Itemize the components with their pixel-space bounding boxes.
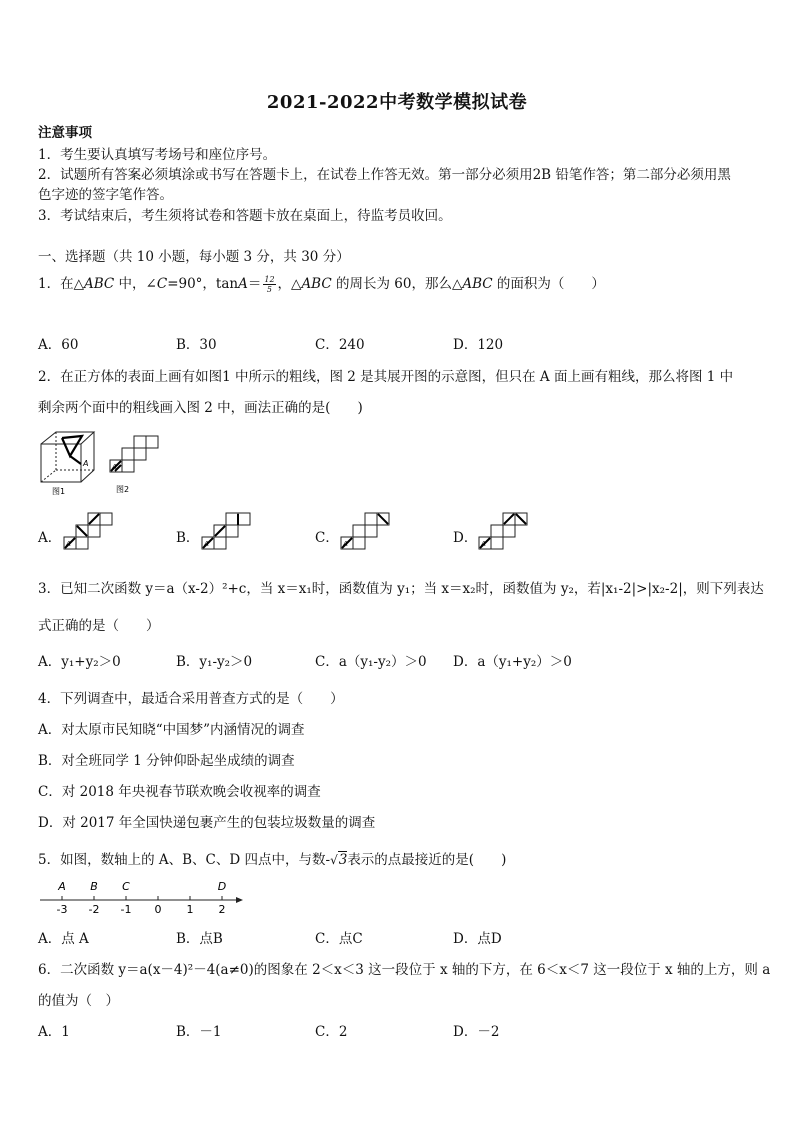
- q1-math: ABC: [83, 276, 115, 292]
- net-face-label: A: [66, 540, 71, 548]
- q1-option-c: C．240: [315, 337, 365, 353]
- q4-option-a: A．对太原市民知晓“中国梦”内涵情况的调查: [38, 722, 305, 738]
- notice-item: 2．试题所有答案必须填涂或书写在答题卡上，在试卷上作答无效。第一部分必须用2B 铅笔作答；第二部分必须用黑: [38, 167, 731, 183]
- q5-text: 表示的点最接近的是( ): [347, 852, 507, 868]
- q1-option-a: A．60: [38, 337, 79, 353]
- question-3-stem: 3．已知二次函数 y＝a（x-2）²+c，当 x＝x₁时，函数值为 y₁；当 x＝x₂时，函数值为 y₂，若|x₁-2|>|x₂-2|，则下列表达: [38, 581, 764, 597]
- q1-option-d: D．120: [453, 337, 504, 353]
- net-face-label: A: [112, 463, 117, 471]
- sqrt-radicand: 3: [338, 852, 348, 868]
- net-face-label: A: [481, 540, 486, 548]
- net-face-label: A: [343, 540, 348, 548]
- q5-option-a: A．点 A: [38, 931, 89, 947]
- axis-tick-label: 0: [154, 903, 162, 916]
- q2-option-c-label: C．: [315, 530, 339, 546]
- axis-tick-label: -3: [56, 903, 68, 916]
- axis-point-label: C: [122, 880, 130, 893]
- question-1-stem: [38, 272, 605, 294]
- notice-item: 1．考生要认真填写考场号和座位序号。: [38, 147, 277, 163]
- notice-item: 3．考试结束后，考生须将试卷和答题卡放在桌面上，待监考员收回。: [38, 208, 452, 224]
- question-4-stem: 4．下列调查中，最适合采用普查方式的是（ ）: [38, 691, 344, 707]
- q1-math: C: [156, 276, 168, 292]
- sqrt-sign: √: [330, 853, 338, 867]
- q2-figure-cube: [38, 428, 100, 498]
- axis-tick-label: -2: [88, 903, 100, 916]
- fig2-caption: 图2: [116, 485, 130, 494]
- q2-figure-net: [106, 432, 164, 498]
- q6-option-d: D．－2: [453, 1024, 500, 1040]
- section-heading: 一、选择题（共 10 小题，每小题 3 分，共 30 分）: [38, 249, 350, 265]
- q2-option-a-net: [62, 512, 116, 552]
- q4-option-b: B．对全班同学 1 分钟仰卧起坐成绩的调查: [38, 753, 295, 769]
- notice-heading: 注意事项: [38, 125, 92, 141]
- q1-text: 中，∠: [114, 276, 157, 292]
- q1-math: ABC: [301, 276, 332, 292]
- q3-option-b: B．y₁-y₂＞0: [176, 654, 253, 670]
- q1-math: A: [238, 276, 248, 292]
- q4-option-c: C．对 2018 年央视春节联欢晚会收视率的调查: [38, 784, 321, 800]
- axis-point-label: D: [217, 880, 227, 893]
- question-2-stem: 2．在正方体的表面上画有如图1 中所示的粗线，图 2 是其展开图的示意图，但只在 A 面上画有粗线，那么将图 1 中: [38, 369, 734, 385]
- q1-math: ABC: [462, 276, 493, 292]
- q5-text: 5．如图，数轴上的 A、B、C、D 四点中，与数-: [38, 852, 331, 868]
- q2-option-d-label: D．: [453, 530, 478, 546]
- q1-text: 1．在△: [38, 276, 84, 292]
- axis-tick-label: -1: [120, 903, 132, 916]
- question-2-stem-cont: 剩余两个面中的粗线画入图 2 中，画法正确的是( ): [38, 400, 363, 416]
- q2-option-d-net: [477, 512, 531, 552]
- q1-text: 的面积为（ ）: [492, 276, 605, 292]
- q1-fraction: [263, 275, 275, 294]
- q5-number-line: [38, 876, 244, 916]
- q3-option-a: A．y₁+y₂＞0: [38, 654, 121, 670]
- q5-option-b: B．点B: [176, 931, 223, 947]
- fraction-denominator: 5: [266, 285, 272, 294]
- q3-option-c: C．a（y₁-y₂）＞0: [315, 654, 427, 670]
- q2-option-c-net: [339, 512, 393, 552]
- axis-arrow: [236, 897, 243, 903]
- q1-text: 的周长为 60，那么△: [331, 276, 463, 292]
- axis-tick-label: 2: [218, 903, 226, 916]
- fraction-numerator: 12: [264, 275, 275, 284]
- question-3-stem-cont: 式正确的是（ ）: [38, 618, 160, 634]
- net-face-label: A: [204, 540, 209, 548]
- q5-option-d: D．点D: [453, 931, 502, 947]
- q6-option-b: B．－1: [176, 1024, 222, 1040]
- question-5-stem: [38, 848, 506, 868]
- q2-option-b-label: B．: [176, 530, 200, 546]
- notice-item: 色字迹的签字笔作答。: [38, 187, 173, 203]
- q3-option-d: D．a（y₁+y₂）＞0: [453, 654, 572, 670]
- page-title: 2021-2022中考数学模拟试卷: [266, 92, 528, 113]
- q1-text: =90°，tan: [167, 276, 239, 292]
- axis-point-label: A: [58, 880, 66, 893]
- q4-option-d: D．对 2017 年全国快递包裹产生的包装垃圾数量的调查: [38, 815, 376, 831]
- question-6-stem: 6．二次函数 y＝a(x－4)²－4(a≠0)的图象在 2＜x＜3 这一段位于 x 轴的下方，在 6＜x＜7 这一段位于 x 轴的上方，则 a: [38, 962, 771, 978]
- cube-face-label: A: [83, 459, 89, 468]
- q1-text: ＝: [247, 276, 262, 292]
- question-6-stem-cont: 的值为（ ）: [38, 993, 119, 1009]
- axis-point-label: B: [90, 880, 98, 893]
- q6-option-c: C．2: [315, 1024, 348, 1040]
- q1-option-b: B．30: [176, 337, 217, 353]
- fig1-caption: 图1: [52, 487, 66, 496]
- q6-option-a: A．1: [38, 1024, 70, 1040]
- q2-option-b-net: [200, 512, 254, 552]
- q5-option-c: C．点C: [315, 931, 363, 947]
- axis-tick-label: 1: [186, 903, 194, 916]
- q2-option-a-label: A．: [38, 530, 62, 546]
- q1-text: ，△: [277, 276, 302, 292]
